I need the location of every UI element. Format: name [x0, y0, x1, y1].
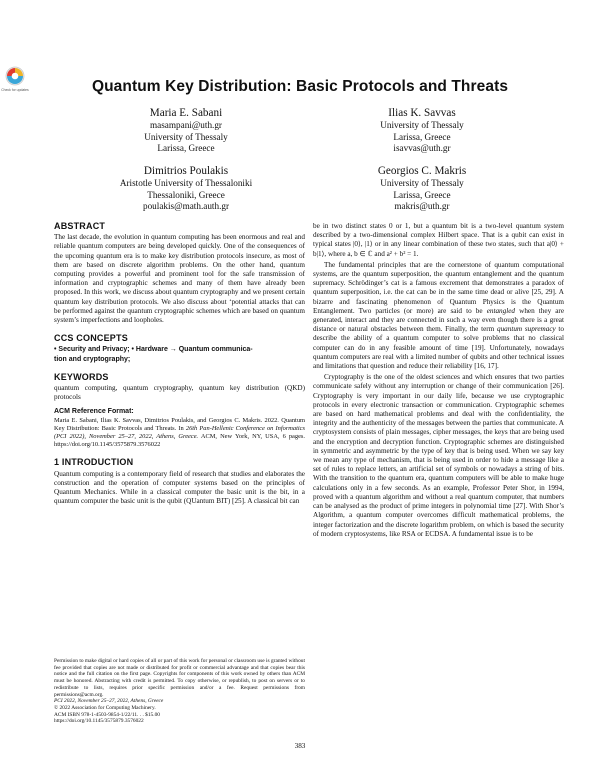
conference-line: PCI 2022, November 25–27, 2022, Athens, Greece	[54, 698, 164, 705]
author-email[interactable]: isavvas@uth.gr	[393, 143, 451, 153]
paper-title: Quantum Key Distribution: Basic Protocols and Threats	[91, 78, 509, 95]
author-name: Georgios C. Makris	[377, 165, 467, 177]
keywords-heading: KEYWORDS	[54, 371, 109, 382]
ccs-line: • Security and Privacy; • Hardware → Quantum communica-	[54, 346, 253, 354]
doi-link[interactable]: https://doi.org/10.1145/3575879.3576022	[54, 718, 144, 725]
abstract-heading: ABSTRACT	[54, 221, 106, 231]
author-location: Larissa, Greece	[393, 189, 451, 200]
author-block	[302, 164, 542, 213]
acm-reference-authors: Maria E. Sabani, Ilias K. Savvas, Dimitrios Poulakis, and Georgios C. Makris. 2022. Quantum Key Distribution: Basic Protocols and Threats. In	[54, 416, 305, 432]
paragraph: Cryptography is the one of the oldest sciences and which ensures that two parties communicate safely without any interruption or change of their communication [26]. Cryptography is very important in our daily life, because we use cryptographic protocols in every electronic transaction or communication. Cryptographic schemes are based on hard mathematical problems and deal with the confidentiality, the integrity and the authenticity of the messages between the parties that communicate. A cryptosystem consists of plain messages, cipher messages, the keys that are being used and the encryption and decryption function. Cryptographic schemes are distinguished in symmetric and asymmetric by the type of key that is being used. When we say key we mean any type of mechanism, that is being used in order to hide a message like a set of rules to replace letters, an artificial set of symbols or nowadays a string of bits. With the transition to the quantum era, quantum computers will be able to make huge calculations only in a few seconds. As an example, Professor Peter Shor, in 1994, proved with a quantum algorithm and without a real quantum computer, that numbers can be analysed as the product of prime integers in polynomial time [27]. With Shor’s Algorithm, a quantum computer overcomes difficult mathematical problems, the integer factorization and the discrete logarithm problem, on which is based the security of modern cryptosystems, like RSA or ECDSA. A fundamental issue is to be	[313, 373, 564, 538]
author-block	[302, 106, 542, 155]
paragraph: The fundamental principles that are the cornerstone of quantum computational systems, are the quantum superposition, the quantum entanglement and the quantum supremacy. Schrödinger’s cat is a famous excrement that demonstrates a paradox of quantum superposition, i.e. the cat can be in the same time dead or alive [25, 29]. A bizarre and fascinating phenomenon of Quantum Physics is the Quantum Entanglement. Two particles (or more) are said to be entangled when they are generated, interact and they are connected in such a way even though there is a great distance or natural obstacles between them. Finally, the term quantum supremacy to describe the ability of a quantum computer to solve problems that no classical computer can do in any feasible amount of time [19]. Unfortunately, nowadays quantum computers are real with a limited number of qubits and other technical issues and limitations that question and reduce their reliability [16, 17].	[313, 260, 565, 371]
left-column	[54, 222, 305, 506]
author-affiliation: Aristotle University of Thessaloniki	[119, 178, 253, 188]
author-location: Larissa, Greece	[157, 143, 215, 153]
author-affiliation: University of Thessaly	[144, 131, 228, 142]
author-location: Larissa, Greece	[393, 131, 451, 142]
author-name: Dimitrios Poulakis	[143, 165, 229, 177]
author-block	[66, 164, 306, 213]
author-affiliation: University of Thessaly	[380, 120, 464, 130]
author-email[interactable]: masampani@uth.gr	[150, 120, 222, 130]
paragraph: be in two distinct states 0 or 1, but a quantum bit is a two-level quantum system described by a two-dimensional complex Hilbert space. That is a qubit can exist in typical states |0⟩, |1⟩ or in any linear combination of these two states, such that a|0⟩ + b|1⟩, where a, b ∈ ℂ and a² + b² = 1.	[313, 222, 564, 258]
copyright-line: © 2022 Association for Computing Machinery.	[54, 704, 156, 711]
author-affiliation: University of Thessaly	[380, 178, 464, 188]
acm-reference	[54, 407, 305, 449]
author-email[interactable]: makris@uth.gr	[394, 201, 450, 211]
introduction-heading: 1 INTRODUCTION	[54, 457, 134, 468]
author-block	[66, 106, 306, 155]
acm-reference-doi[interactable]: ACM, New York, NY, USA, 6 pages. https://doi.org/10.1145/3575879.3576022	[54, 433, 305, 449]
svg-text:Check for updates: Check for updates	[1, 88, 29, 92]
introduction-text: Quantum computing is a contemporary field of research that studies and elaborates the construction and the operation of computer systems based on the principles of Quantum Mechanics. While in a classical computer the basic unit is the bit, in a quantum computer the basic unit is the qubit (QUantum BIT) [25]. A classical bit can	[54, 469, 305, 506]
permission-text: Permission to make digital or hard copies of all or part of this work for personal or classroom use is granted without fee provided that copies are not made or distributed for profit or commercial advantage and that copies bear this notice and the full citation on the first page. Copyrights for components of this work owned by others than ACM must be honored. Abstracting with credit is permitted. To copy otherwise, or republish, to post on servers or to redistribute to lists, requires prior specific permission and/or a fee. Request permissions from permissions@acm.org.	[54, 658, 305, 698]
right-column	[313, 222, 564, 539]
author-name: Ilias K. Savvas	[388, 107, 456, 119]
keywords-text: quantum computing, quantum cryptography, quantum key distribution (QKD) protocols	[54, 384, 305, 402]
ccs-heading: CCS CONCEPTS	[54, 333, 128, 344]
isbn-line: ACM ISBN 978-1-4503-9854-1/22/11. . . $15.00	[54, 711, 160, 718]
acm-reference-label: ACM Reference Format:	[54, 408, 134, 416]
author-email[interactable]: poulakis@math.auth.gr	[142, 201, 230, 211]
permission-footnote	[54, 658, 305, 725]
author-name: Maria E. Sabani	[149, 107, 223, 119]
page-number: 383	[294, 742, 306, 750]
abstract-text: The last decade, the evolution in quantum computing has been enormous and real and reliable quantum computers are being developed quickly. One of the consequences of the upcoming quantum era is to make key distribution protocols insecure, as most of them are based on discrete algorithm problems. On the other hand, quantum computing provides a powerful and prominent tool for the safe transmission of information and cryptographic schemes and many of them have already been proposed. In this work, we discuss about quantum cryptography and we present certain quantum key distribution protocols. We also discuss about ‘potential attacks that can be performed against the quantum cryptographic schemes which are based on quantum system’s imperfections and loopholes.	[54, 233, 305, 325]
ccs-concepts	[54, 345, 305, 363]
author-location: Thessaloniki, Greece	[147, 189, 225, 200]
ccs-line: tion and cryptography;	[54, 355, 131, 363]
acm-reference-venue: 26th Pan-Hellenic Conference on Informatics (PCI 2022), November 25–27, 2022, Athens, Greece.	[54, 424, 305, 441]
